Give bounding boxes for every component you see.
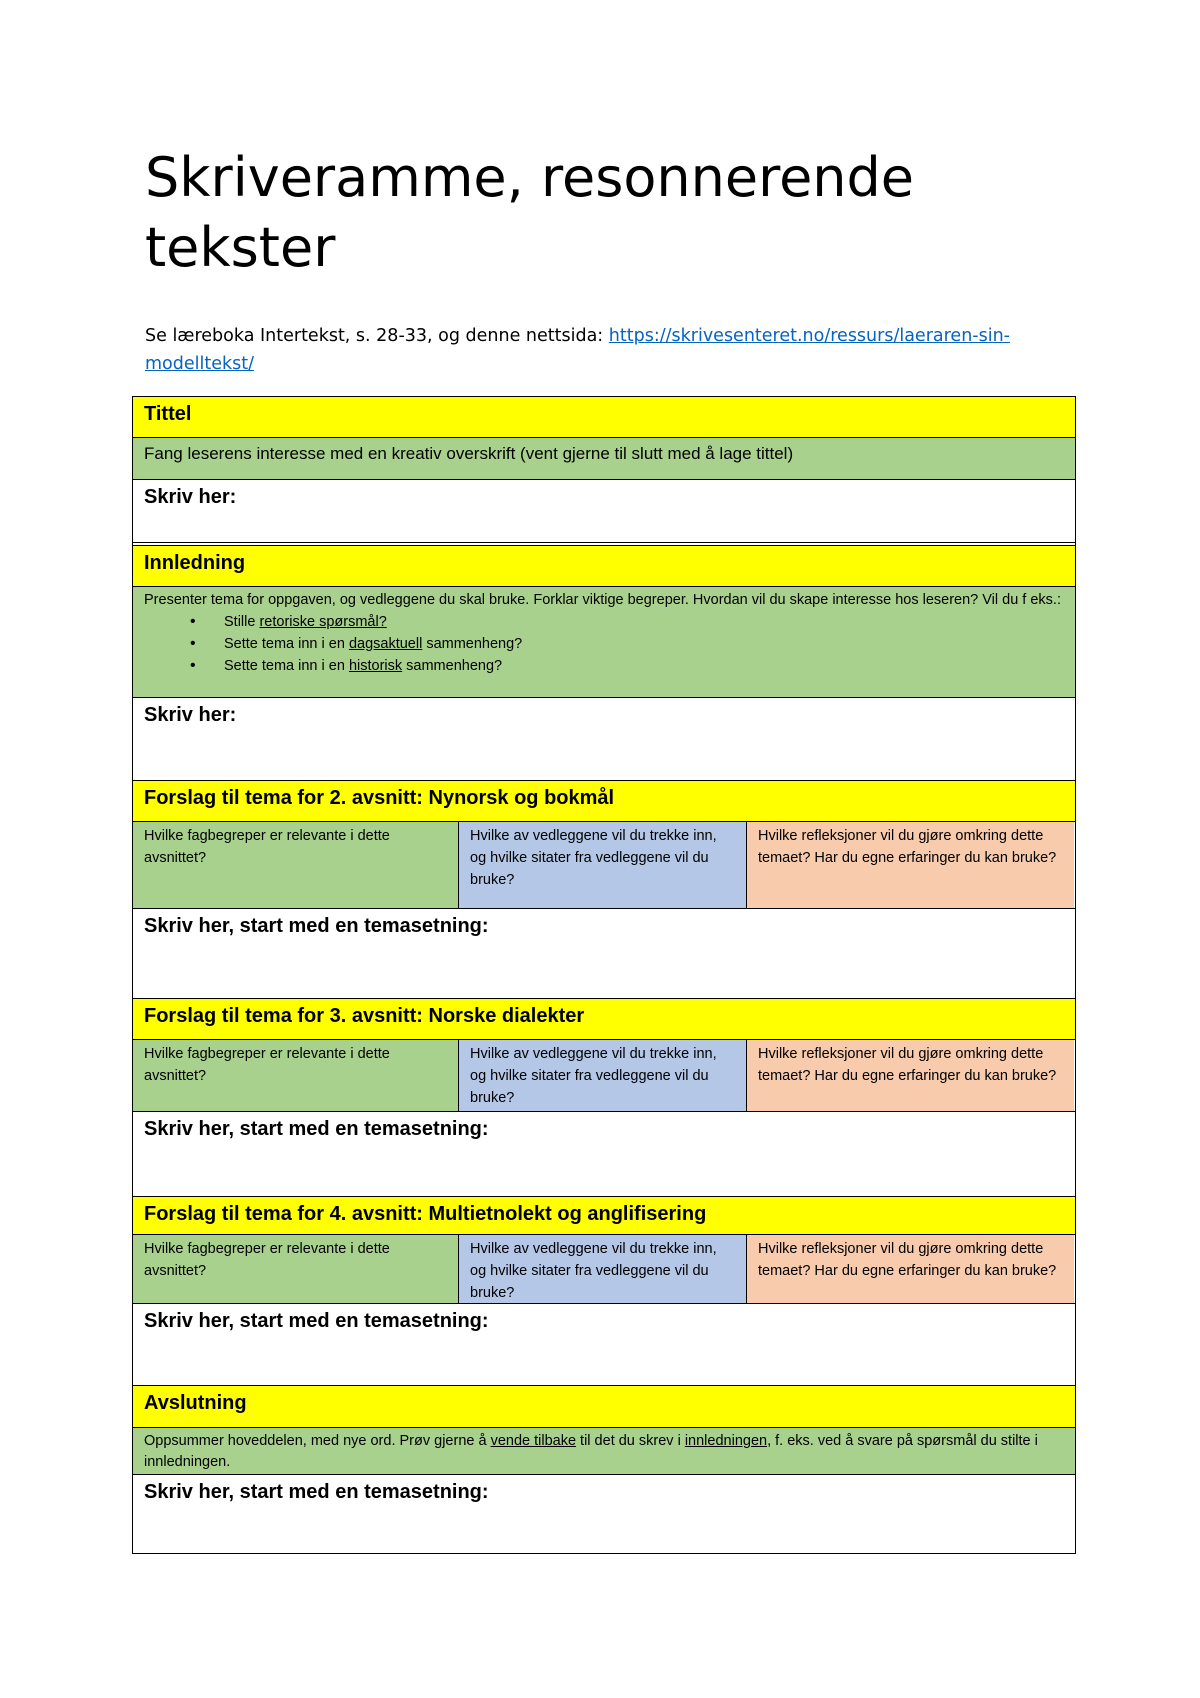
- question-vedlegg: Hvilke av vedleggene vil du trekke inn, og hvilke sitater fra vedleggene vil du bruke?: [459, 822, 747, 908]
- write-label-avsnitt-2: Skriv her, start med en temasetning:: [144, 915, 489, 937]
- write-label-avsnitt-3: Skriv her, start med en temasetning:: [144, 1118, 489, 1140]
- section-description-innledning: [132, 586, 1076, 698]
- section-heading-innledning: Innledning: [132, 545, 1076, 587]
- write-area-avsnitt-2[interactable]: [132, 908, 1076, 999]
- intro-link[interactable]: https://skrivesenteret.no/ressurs/laeraren-sin-modelltekst/: [145, 326, 1010, 374]
- write-area-innledning[interactable]: [132, 697, 1076, 781]
- section-description-tittel: Fang leserens interesse med en kreativ overskrift (vent gjerne til slutt med å lage tittel): [132, 437, 1076, 480]
- question-fagbegreper: Hvilke fagbegreper er relevante i dette avsnittet?: [133, 1235, 459, 1303]
- question-refleksjoner: Hvilke refleksjoner vil du gjøre omkring dette temaet? Har du egne erfaringer du kan bruke?: [747, 822, 1074, 908]
- write-area-avsnitt-3[interactable]: [132, 1111, 1076, 1197]
- write-label-innledning: Skriv her:: [144, 704, 237, 726]
- section-description-avslutning: Oppsummer hoveddelen, med nye ord. Prøv gjerne å vende tilbake til det du skrev i innledningen, f. eks. ved å svare på spørsmål du stilte i innledningen.: [132, 1427, 1076, 1475]
- page-title: Skriveramme, resonnerende tekster: [145, 146, 915, 279]
- question-fagbegreper: Hvilke fagbegreper er relevante i dette avsnittet?: [133, 1040, 459, 1111]
- section-heading-avsnitt-2: Forslag til tema for 2. avsnitt: Nynorsk og bokmål: [132, 780, 1076, 822]
- write-area-avsnitt-4[interactable]: [132, 1303, 1076, 1386]
- section-heading-avsnitt-3: Forslag til tema for 3. avsnitt: Norske dialekter: [132, 998, 1076, 1040]
- list-item: • Sette tema inn i en historisk sammenheng?: [224, 655, 1064, 677]
- write-label-avsnitt-4: Skriv her, start med en temasetning:: [144, 1310, 489, 1332]
- innledning-text: Presenter tema for oppgaven, og vedleggene du skal bruke. Forklar viktige begreper. Hvordan vil du skape interesse hos leseren? Vil du f eks.:: [144, 592, 1061, 608]
- intro-paragraph: [145, 322, 1075, 378]
- intro-text: Se læreboka Intertekst, s. 28-33, og denne nettsida:: [145, 326, 609, 346]
- write-area-avslutning[interactable]: [132, 1474, 1076, 1554]
- question-row-avsnitt-2: [132, 821, 1076, 909]
- question-row-avsnitt-4: [132, 1234, 1076, 1304]
- question-fagbegreper: Hvilke fagbegreper er relevante i dette avsnittet?: [133, 822, 459, 908]
- question-vedlegg: Hvilke av vedleggene vil du trekke inn, og hvilke sitater fra vedleggene vil du bruke?: [459, 1235, 747, 1303]
- innledning-bullet-list: [144, 611, 1064, 677]
- list-item: • Stille retoriske spørsmål?: [224, 611, 1064, 633]
- question-row-avsnitt-3: [132, 1039, 1076, 1112]
- section-heading-avslutning: Avslutning: [132, 1385, 1076, 1428]
- list-item: • Sette tema inn i en dagsaktuell sammenheng?: [224, 633, 1064, 655]
- write-area-tittel[interactable]: [132, 479, 1076, 543]
- question-vedlegg: Hvilke av vedleggene vil du trekke inn, og hvilke sitater fra vedleggene vil du bruke?: [459, 1040, 747, 1111]
- write-label-avslutning: Skriv her, start med en temasetning:: [144, 1481, 489, 1503]
- write-label-tittel: Skriv her:: [144, 486, 237, 508]
- section-heading-tittel: Tittel: [132, 396, 1076, 438]
- question-refleksjoner: Hvilke refleksjoner vil du gjøre omkring dette temaet? Har du egne erfaringer du kan bruke?: [747, 1040, 1074, 1111]
- section-heading-avsnitt-4: Forslag til tema for 4. avsnitt: Multietnolekt og anglifisering: [132, 1196, 1076, 1235]
- question-refleksjoner: Hvilke refleksjoner vil du gjøre omkring dette temaet? Har du egne erfaringer du kan bruke?: [747, 1235, 1074, 1303]
